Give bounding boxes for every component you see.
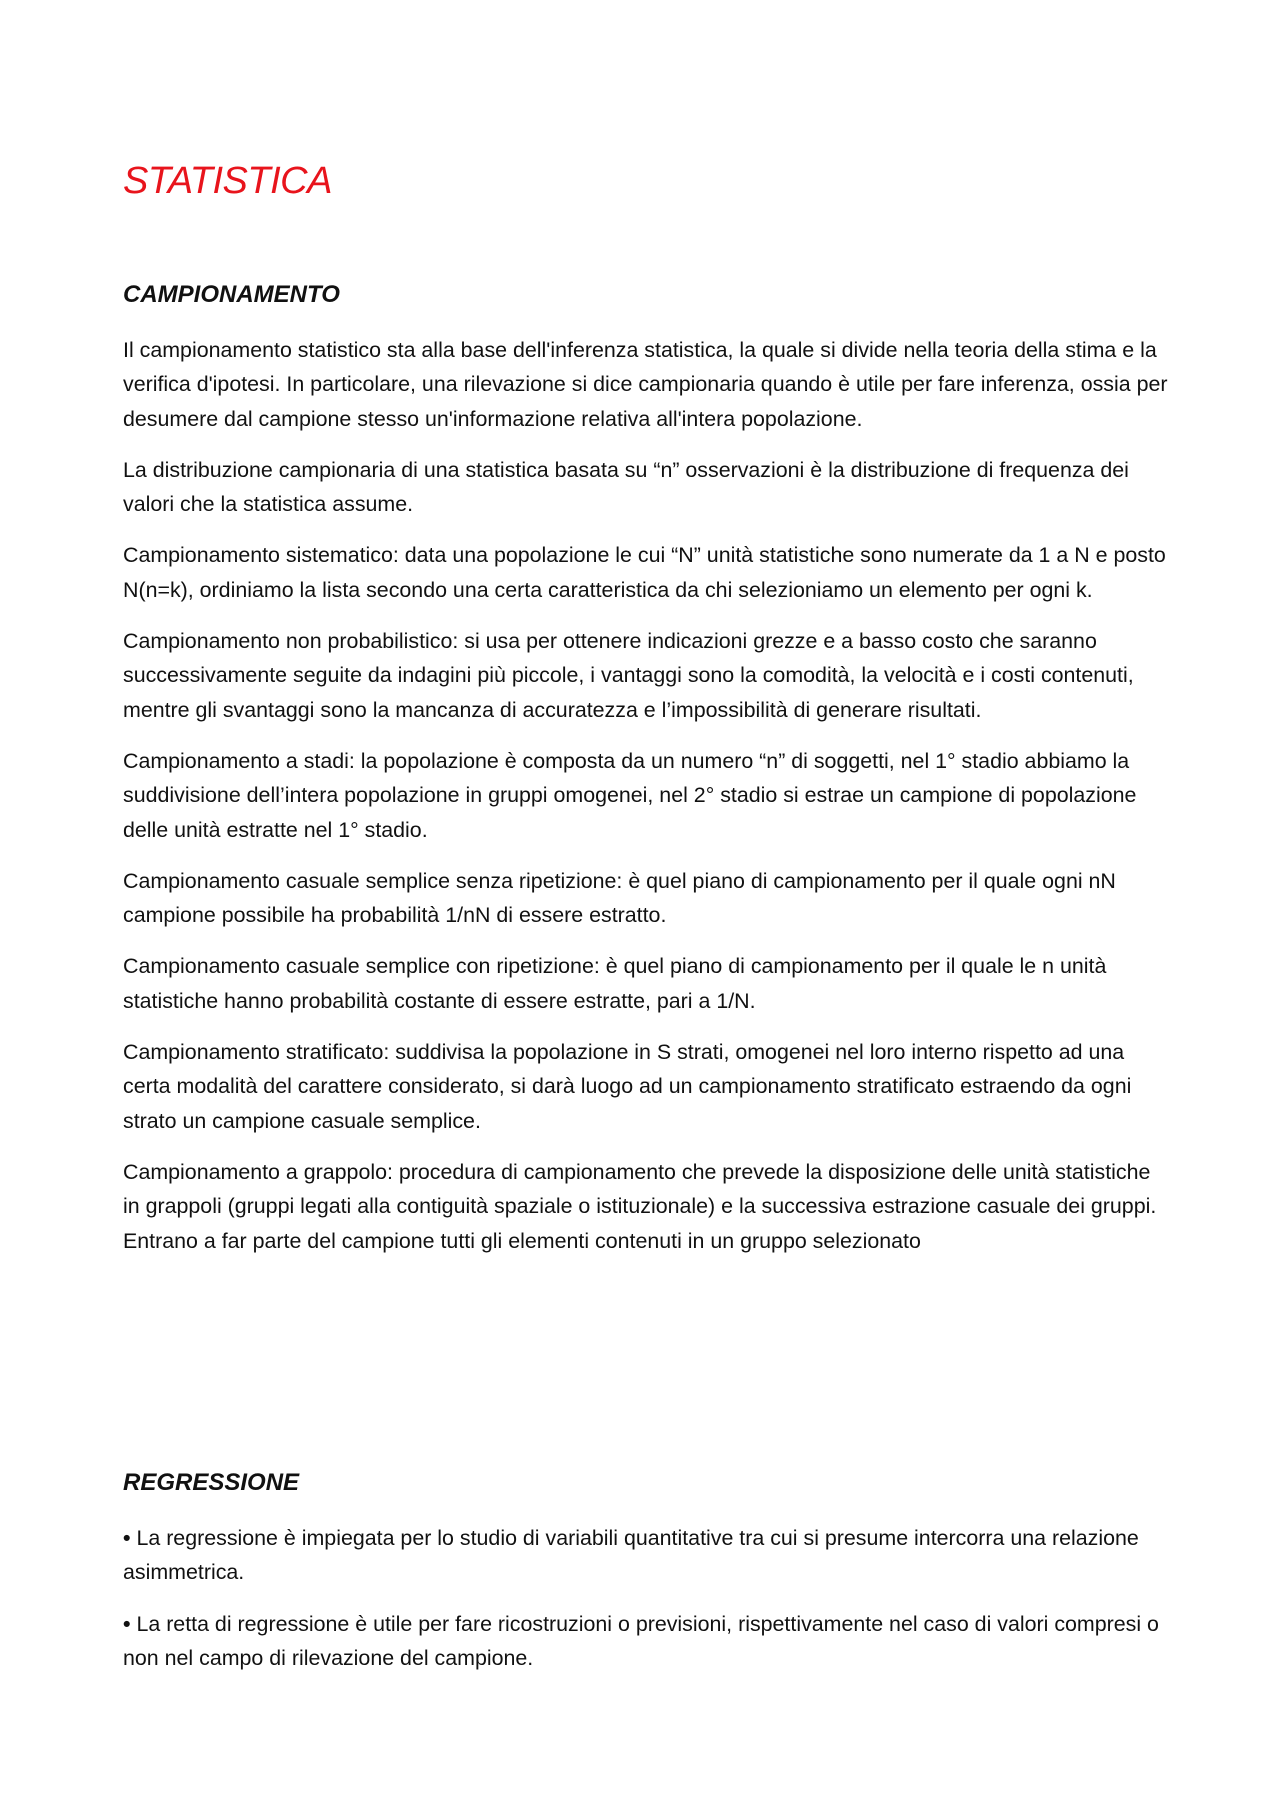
paragraph: Il campionamento statistico sta alla base dell'inferenza statistica, la quale si divide nella teoria della stima e la verifica d'ipotesi. In particolare, una rilevazione si dice campionaria quando è utile per fare inferenza, ossia per desumere dal campione stesso un'informazione relativa all'intera popolazione.: [123, 338, 1168, 431]
section-heading-campionamento: CAMPIONAMENTO: [123, 281, 340, 308]
paragraph: Campionamento a stadi: la popolazione è composta da un numero “n” di soggetti, nel 1° stadio abbiamo la suddivisione dell’intera popolazione in gruppi omogenei, nel 2° stadio si estrae un campione di popolazione delle unità estratte nel 1° stadio.: [123, 748, 1137, 842]
paragraph: Campionamento casuale semplice senza ripetizione: è quel piano di campionamento per il quale ogni nN campione possibile ha probabilità 1/nN di essere estratto.: [123, 868, 1116, 928]
paragraph: Campionamento non probabilistico: si usa per ottenere indicazioni grezze e a basso costo che saranno successivamente seguite da indagini più piccole, i vantaggi sono la comodità, la velocità e i costi contenuti, mentre gli svantaggi sono la mancanza di accuratezza e l’impossibilità di generare risultati.: [123, 629, 1134, 722]
paragraph: Campionamento sistematico: data una popolazione le cui “N” unità statistiche sono numerate da 1 a N e posto N(n=k), ordiniamo la lista secondo una certa caratteristica da chi selezioniamo un elemento per ogni k.: [123, 543, 1166, 602]
paragraph: La distribuzione campionaria di una statistica basata su “n” osservazioni è la distribuzione di frequenza dei valori che la statistica assume.: [123, 457, 1129, 517]
bullet-item: [123, 1521, 1168, 1590]
paragraph: Campionamento a grappolo: procedura di campionamento che prevede la disposizione delle unità statistiche in grappoli (gruppi legati alla contiguità spaziale o istituzionale) e la successiva estrazione casuale dei gruppi. Entrano a far parte del campione tutti gli elementi contenuti in un gruppo selezionato: [123, 1159, 1157, 1253]
paragraph: Campionamento stratificato: suddivisa la popolazione in S strati, omogenei nel loro interno rispetto ad una certa modalità del carattere considerato, si darà luogo ad un campionamento stratificato estraendo da ogni strato un campione casuale semplice.: [123, 1040, 1132, 1133]
section-body-campionamento: [123, 333, 1168, 1275]
bullet-icon: •: [123, 1526, 131, 1550]
bullet-icon: •: [123, 1611, 131, 1636]
document-title: STATISTICA: [123, 160, 332, 202]
bullet-item: [123, 1607, 1168, 1676]
section-body-regressione: [123, 1521, 1168, 1692]
bullet-text: La retta di regressione è utile per fare ricostruzioni o previsioni, rispettivamente nel caso di valori compresi o non nel campo di rilevazione del campione.: [123, 1611, 1159, 1670]
bullet-text: La regressione è impiegata per lo studio di variabili quantitative tra cui si presume intercorra una relazione asimmetrica.: [123, 1526, 1139, 1585]
paragraph: Campionamento casuale semplice con ripetizione: è quel piano di campionamento per il quale le n unità statistiche hanno probabilità costante di essere estratte, pari a 1/N.: [123, 954, 1107, 1013]
section-heading-regressione: REGRESSIONE: [123, 1469, 300, 1496]
